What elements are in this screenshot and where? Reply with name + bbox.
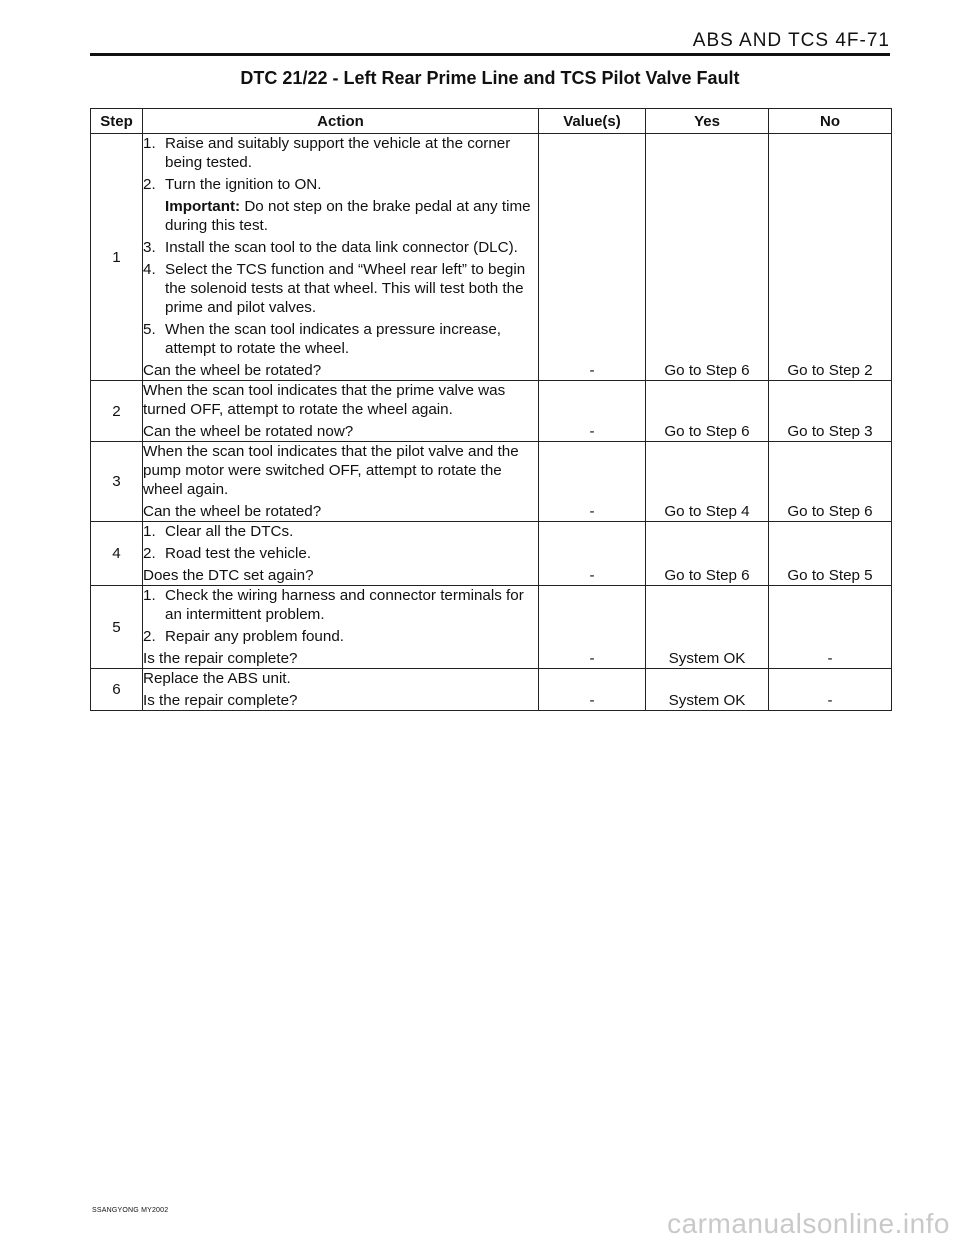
table-header-row xyxy=(91,109,892,134)
table-row xyxy=(91,134,892,381)
no-cell: Go to Step 3 xyxy=(769,381,892,442)
list-item: 2. Repair any problem found. xyxy=(143,628,344,645)
list-item: 2. Road test the vehicle. xyxy=(143,545,312,562)
section-header: ABS AND TCS 4F-71 xyxy=(692,30,890,51)
list-item: 3. Install the scan tool to the data link connector (DLC). xyxy=(143,239,518,256)
step-question: Is the repair complete? xyxy=(143,692,298,709)
value-cell: - xyxy=(539,669,646,711)
action-cell xyxy=(143,442,539,522)
important-note: Important: Do not step on the brake pedal at any time during this test. xyxy=(165,198,531,234)
header-rule xyxy=(90,53,890,56)
step-number: 6 xyxy=(91,669,143,711)
step-question: Can the wheel be rotated? xyxy=(143,362,322,379)
list-item: 5. When the scan tool indicates a pressure increase, attempt to rotate the wheel. xyxy=(143,321,501,357)
yes-cell: Go to Step 6 xyxy=(646,381,769,442)
no-cell: - xyxy=(769,586,892,669)
action-cell xyxy=(143,669,539,711)
value-cell: - xyxy=(539,586,646,669)
action-cell xyxy=(143,522,539,586)
step-number: 1 xyxy=(91,134,143,381)
action-text: When the scan tool indicates that the prime valve was turned OFF, attempt to rotate the wheel again. xyxy=(143,382,506,418)
step-number: 4 xyxy=(91,522,143,586)
action-cell xyxy=(143,381,539,442)
step-number: 3 xyxy=(91,442,143,522)
important-label: Important: xyxy=(165,198,241,215)
step-question: Does the DTC set again? xyxy=(143,567,314,584)
value-cell: - xyxy=(539,522,646,586)
step-number: 5 xyxy=(91,586,143,669)
step-question: Is the repair complete? xyxy=(143,650,298,667)
table-row xyxy=(91,442,892,522)
footer-model-text: SSANGYONG MY2002 xyxy=(92,1207,169,1214)
step-question: Can the wheel be rotated? xyxy=(143,503,322,520)
column-header-step: Step xyxy=(91,109,143,134)
watermark: carmanualsonline.info xyxy=(667,1208,950,1239)
yes-cell: Go to Step 4 xyxy=(646,442,769,522)
yes-cell: System OK xyxy=(646,586,769,669)
list-item: 4. Select the TCS function and “Wheel rear left” to begin the solenoid tests at that wheel. This will test both the prime and pilot valves. xyxy=(143,261,526,316)
value-cell: - xyxy=(539,442,646,522)
step-number: 2 xyxy=(91,381,143,442)
column-header-value: Value(s) xyxy=(539,109,646,134)
no-cell: Go to Step 6 xyxy=(769,442,892,522)
value-cell: - xyxy=(539,134,646,381)
list-item: 2. Turn the ignition to ON. xyxy=(143,176,322,193)
action-text: When the scan tool indicates that the pilot valve and the pump motor were switched OFF, attempt to rotate the wheel again. xyxy=(143,443,519,498)
value-cell: - xyxy=(539,381,646,442)
table-row xyxy=(91,586,892,669)
table-row xyxy=(91,381,892,442)
column-header-no: No xyxy=(769,109,892,134)
column-header-yes: Yes xyxy=(646,109,769,134)
page-title: DTC 21/22 - Left Rear Prime Line and TCS Pilot Valve Fault xyxy=(240,68,740,88)
diagnostic-table xyxy=(90,108,892,711)
no-cell: Go to Step 2 xyxy=(769,134,892,381)
no-cell: Go to Step 5 xyxy=(769,522,892,586)
list-item: 1. Clear all the DTCs. xyxy=(143,523,294,540)
column-header-action: Action xyxy=(143,109,539,134)
yes-cell: Go to Step 6 xyxy=(646,134,769,381)
yes-cell: Go to Step 6 xyxy=(646,522,769,586)
no-cell: - xyxy=(769,669,892,711)
action-text: Replace the ABS unit. xyxy=(143,670,291,687)
action-cell xyxy=(143,586,539,669)
table-row xyxy=(91,669,892,711)
step-question: Can the wheel be rotated now? xyxy=(143,423,354,440)
action-cell xyxy=(143,134,539,381)
yes-cell: System OK xyxy=(646,669,769,711)
table-row xyxy=(91,522,892,586)
list-item: 1. Raise and suitably support the vehicle at the corner being tested. xyxy=(143,135,511,171)
list-item: 1. Check the wiring harness and connector terminals for an intermittent problem. xyxy=(143,587,524,623)
